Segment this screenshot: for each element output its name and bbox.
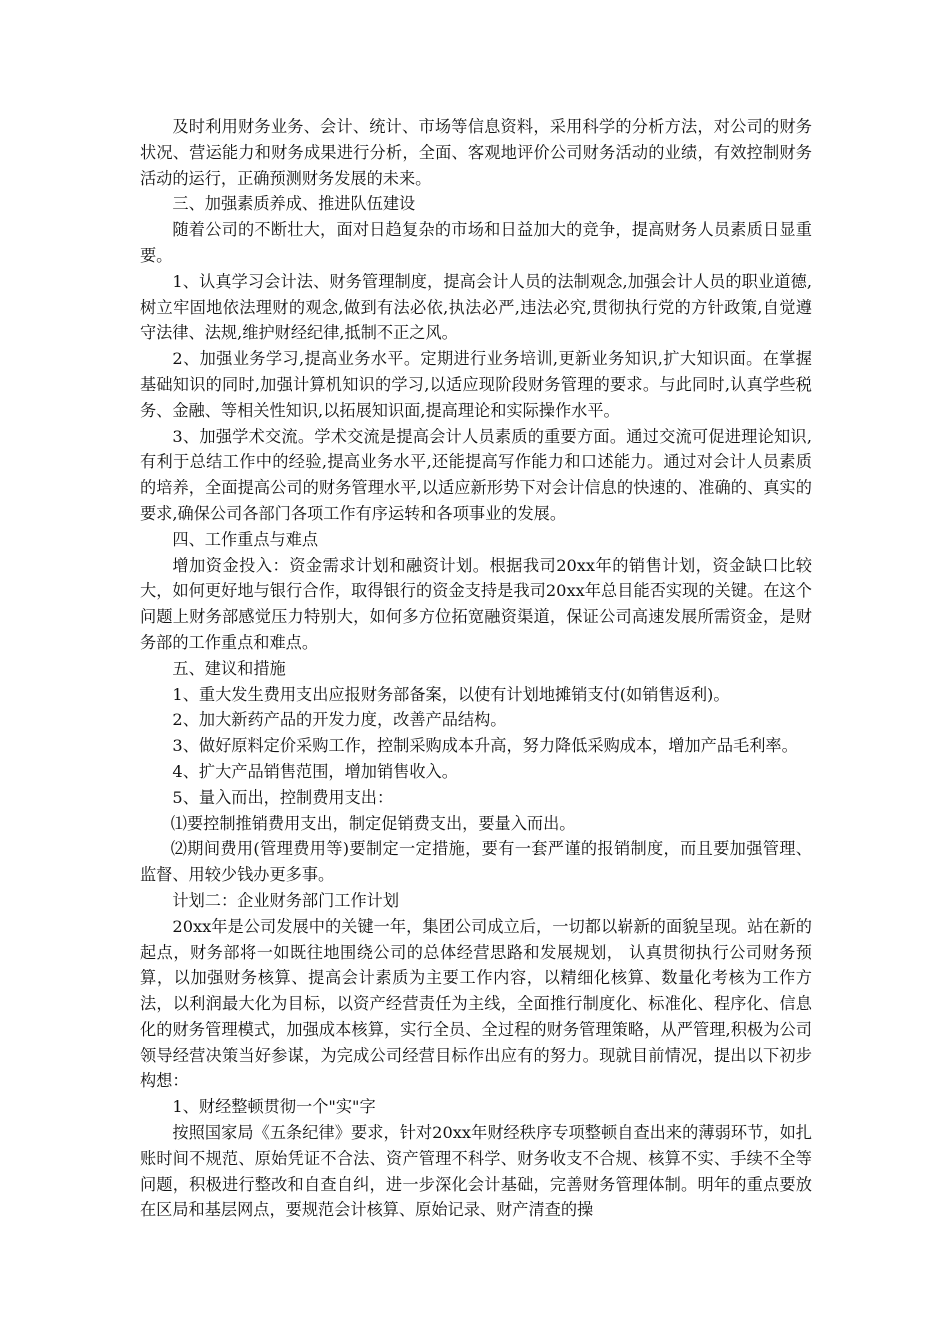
sub-item-promotion-cost: ⑴要控制推销费用支出，制定促销费支出，要量入而出。	[170, 813, 576, 833]
paragraph-funding: 增加资金投入：资金需求计划和融资计划。根据我司20xx年的销售计划，资金缺口比较大，如何更好地与银行合作，取得银行的资金支持是我司20xx年总目能否实现的关键。在这个问题上财务部感觉压力特别大，如何多方位拓宽融资渠道，保证公司高速发展所需资金，是财务部的工作重点和难点。	[140, 555, 812, 652]
paragraph-finance-rectification: 按照国家局《五条纪律》要求，针对20xx年财经秩序专项整顿自查出来的薄弱环节，如扎账时间不规范、原始凭证不合法、资产管理不科学、财务收支不合规、核算不实、手续不全等问题，积极进行整改和自查自纠，进一步深化会计基础，完善财务管理体制。明年的重点要放在区局和基层网点，要规范会计核算、原始记录、财产清查的操	[140, 1123, 812, 1220]
list-item-suggestion-2: 2、加大新药产品的开发力度，改善产品结构。	[172, 710, 507, 730]
list-item-suggestion-3: 3、做好原料定价采购工作，控制采购成本升高，努力降低采购成本，增加产品毛利率。	[172, 736, 798, 756]
heading-quality-building: 三、加强素质养成、推进队伍建设	[172, 194, 416, 214]
list-item-law-study: 1、认真学习会计法、财务管理制度，提高会计人员的法制观念,加强会计人员的职业道德,树立牢固地依法理财的观念,做到有法必依,执法必严,违法必究,贯彻执行党的方针政策,自觉遵守法律、法规,维护财经纪律,抵制不正之风。	[140, 271, 812, 343]
heading-suggestions: 五、建议和措施	[172, 658, 286, 678]
heading-key-points: 四、工作重点与难点	[172, 529, 319, 549]
paragraph-quality-intro: 随着公司的不断壮大，面对日趋复杂的市场和日益加大的竞争，提高财务人员素质日显重要。	[140, 220, 812, 265]
document-body	[140, 114, 812, 1223]
heading-finance-rectification: 1、财经整顿贯彻一个"实"字	[172, 1097, 376, 1117]
list-item-suggestion-4: 4、扩大产品销售范围，增加销售收入。	[172, 761, 458, 781]
paragraph-analysis: 及时利用财务业务、会计、统计、市场等信息资料，采用科学的分析方法，对公司的财务状况、营运能力和财务成果进行分析，全面、客观地评价公司财务活动的业绩，有效控制财务活动的运行，正确预测财务发展的未来。	[140, 117, 812, 188]
list-item-suggestion-5: 5、量入而出，控制费用支出：	[172, 787, 394, 807]
list-item-business-study: 2、加强业务学习,提高业务水平。定期进行业务培训,更新业务知识,扩大知识面。在掌握基础知识的同时,加强计算机知识的学习,以适应现阶段财务管理的要求。与此同时,认真学些税务、金融、等相关性知识,以拓展知识面,提高理论和实际操作水平。	[140, 349, 812, 420]
heading-plan-two: 计划二：企业财务部门工作计划	[172, 890, 400, 910]
list-item-academic-exchange: 3、加强学术交流。学术交流是提高会计人员素质的重要方面。通过交流可促进理论知识,有利于总结工作中的经验,提高业务水平,还能提高写作能力和口述能力。通过对会计人员素质的培养，全面提高公司的财务管理水平,以适应新形势下对会计信息的快速的、准确的、真实的要求,确保公司各部门各项工作有序运转和各项事业的发展。	[140, 426, 812, 523]
paragraph-plan-two-intro: 20xx年是公司发展中的关键一年，集团公司成立后，一切都以崭新的面貌呈现。站在新的起点，财务部将一如既往地围绕公司的总体经营思路和发展规划， 认真贯彻执行公司财务预算，以加强财务核算、提高会计素质为主要工作内容，以精细化核算、数量化考核为工作方法，以利润最大化为目标，以资产经营责任为主线，全面推行制度化、标准化、程序化、信息化的财务管理模式，加强成本核算，实行全员、全过程的财务管理策略，从严管理,积极为公司领导经营决策当好参谋，为完成公司经营目标作出应有的努力。现就目前情况，提出以下初步构想：	[140, 916, 812, 1091]
sub-item-period-cost: ⑵期间费用(管理费用等)要制定一定措施，要有一套严谨的报销制度，而且要加强管理、监督、用较少钱办更多事。	[140, 839, 812, 885]
list-item-suggestion-1: 1、重大发生费用支出应报财务部备案，以使有计划地摊销支付(如销售返利)。	[172, 684, 730, 704]
